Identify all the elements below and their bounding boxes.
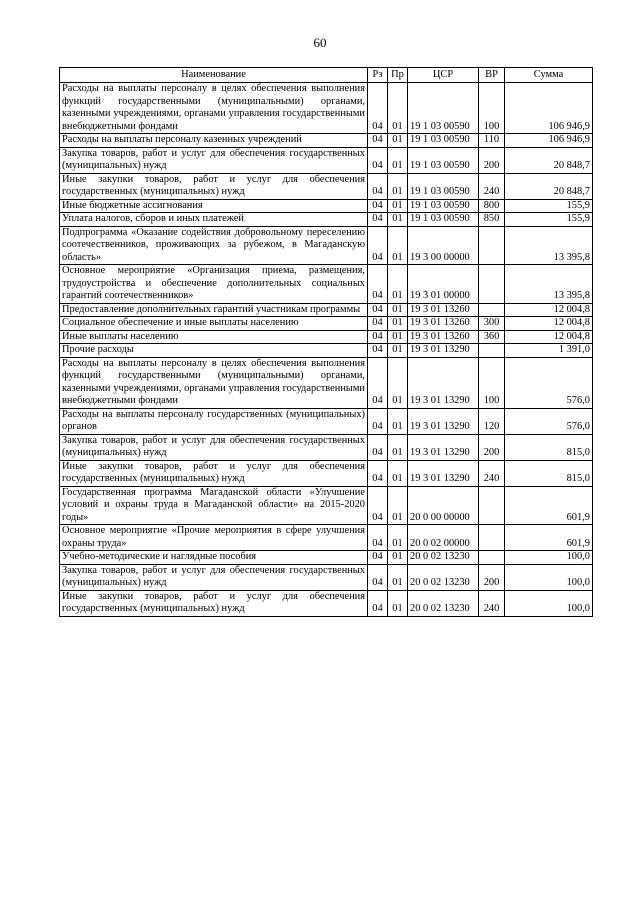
- row-vr-cell: [479, 551, 505, 565]
- row-sum-cell: 106 946,9: [505, 83, 593, 134]
- row-sum-cell: 576,0: [505, 357, 593, 408]
- row-vr-cell: 100: [479, 83, 505, 134]
- row-pr-cell: 01: [388, 199, 408, 213]
- row-rz-cell: 04: [368, 460, 388, 486]
- row-rz-cell: 04: [368, 434, 388, 460]
- table-row: [60, 134, 593, 148]
- row-sum-cell: 100,0: [505, 564, 593, 590]
- row-vr-cell: 850: [479, 213, 505, 227]
- row-vr-cell: 240: [479, 460, 505, 486]
- row-sum-cell: 13 395,8: [505, 226, 593, 265]
- row-pr-cell: 01: [388, 408, 408, 434]
- row-name-cell: Предоставление дополнительных гарантий участникам программы: [60, 303, 368, 317]
- header-sum: Сумма: [505, 68, 593, 83]
- table-row: [60, 460, 593, 486]
- row-pr-cell: 01: [388, 134, 408, 148]
- table-row: [60, 408, 593, 434]
- header-pr: Пр: [388, 68, 408, 83]
- header-vr: ВР: [479, 68, 505, 83]
- row-rz-cell: 04: [368, 317, 388, 331]
- row-csr-cell: 19 1 03 00590: [408, 134, 479, 148]
- row-csr-cell: 19 3 01 13290: [408, 408, 479, 434]
- row-pr-cell: 01: [388, 173, 408, 199]
- row-csr-cell: 19 1 03 00590: [408, 83, 479, 134]
- row-csr-cell: 20 0 00 00000: [408, 486, 479, 525]
- table-row: [60, 226, 593, 265]
- table-row: [60, 147, 593, 173]
- row-csr-cell: 19 1 03 00590: [408, 147, 479, 173]
- row-csr-cell: 19 3 01 13260: [408, 303, 479, 317]
- row-sum-cell: 1 391,0: [505, 344, 593, 358]
- row-sum-cell: 100,0: [505, 551, 593, 565]
- table-row: [60, 486, 593, 525]
- row-csr-cell: 19 3 01 00000: [408, 265, 479, 304]
- table-row: [60, 434, 593, 460]
- row-csr-cell: 19 1 03 00590: [408, 213, 479, 227]
- row-pr-cell: 01: [388, 357, 408, 408]
- row-rz-cell: 04: [368, 303, 388, 317]
- row-csr-cell: 20 0 02 13230: [408, 551, 479, 565]
- row-name-cell: Социальное обеспечение и иные выплаты населению: [60, 317, 368, 331]
- row-sum-cell: 601,9: [505, 486, 593, 525]
- row-pr-cell: 01: [388, 344, 408, 358]
- row-rz-cell: 04: [368, 486, 388, 525]
- header-name: Наименование: [60, 68, 368, 83]
- row-sum-cell: 815,0: [505, 434, 593, 460]
- row-pr-cell: 01: [388, 564, 408, 590]
- row-rz-cell: 04: [368, 551, 388, 565]
- row-csr-cell: 19 3 01 13290: [408, 434, 479, 460]
- row-vr-cell: 200: [479, 564, 505, 590]
- row-pr-cell: 01: [388, 83, 408, 134]
- table-row: [60, 590, 593, 616]
- row-rz-cell: 04: [368, 199, 388, 213]
- row-pr-cell: 01: [388, 147, 408, 173]
- row-rz-cell: 04: [368, 330, 388, 344]
- table-row: [60, 551, 593, 565]
- row-sum-cell: 12 004,8: [505, 317, 593, 331]
- row-csr-cell: 20 0 02 00000: [408, 525, 479, 551]
- row-sum-cell: 601,9: [505, 525, 593, 551]
- row-vr-cell: 100: [479, 357, 505, 408]
- row-name-cell: Прочие расходы: [60, 344, 368, 358]
- row-pr-cell: 01: [388, 434, 408, 460]
- row-pr-cell: 01: [388, 226, 408, 265]
- row-csr-cell: 20 0 02 13230: [408, 590, 479, 616]
- table-row: [60, 564, 593, 590]
- row-sum-cell: 20 848,7: [505, 147, 593, 173]
- row-vr-cell: 120: [479, 408, 505, 434]
- row-rz-cell: 04: [368, 525, 388, 551]
- row-name-cell: Иные закупки товаров, работ и услуг для обеспечения государственных (муниципальных) нужд: [60, 590, 368, 616]
- row-vr-cell: [479, 486, 505, 525]
- row-sum-cell: 106 946,9: [505, 134, 593, 148]
- row-csr-cell: 20 0 02 13230: [408, 564, 479, 590]
- table-row: [60, 317, 593, 331]
- table-row: [60, 330, 593, 344]
- header-rz: Рз: [368, 68, 388, 83]
- table-row: [60, 173, 593, 199]
- row-pr-cell: 01: [388, 317, 408, 331]
- row-sum-cell: 155,9: [505, 199, 593, 213]
- page-number: 60: [313, 35, 327, 50]
- row-sum-cell: 155,9: [505, 213, 593, 227]
- row-vr-cell: 200: [479, 434, 505, 460]
- table-row: [60, 83, 593, 134]
- row-vr-cell: [479, 303, 505, 317]
- row-csr-cell: 19 3 01 13290: [408, 357, 479, 408]
- row-csr-cell: 19 1 03 00590: [408, 173, 479, 199]
- row-name-cell: Учебно-методические и наглядные пособия: [60, 551, 368, 565]
- row-vr-cell: 800: [479, 199, 505, 213]
- table-row: [60, 525, 593, 551]
- row-name-cell: Основное мероприятие «Прочие мероприятия в сфере улучшения охраны труда»: [60, 525, 368, 551]
- table-row: [60, 357, 593, 408]
- row-name-cell: Государственная программа Магаданской области «Улучшение условий и охраны труда в Магаданской области» на 2015-2020 годы»: [60, 486, 368, 525]
- row-name-cell: Закупка товаров, работ и услуг для обеспечения государственных (муниципальных) нужд: [60, 564, 368, 590]
- budget-table: [59, 67, 593, 617]
- row-vr-cell: 360: [479, 330, 505, 344]
- row-pr-cell: 01: [388, 213, 408, 227]
- row-name-cell: Основное мероприятие «Организация приема, размещения, трудоустройства и обеспечение дополнительных социальных гарантий соотечественников»: [60, 265, 368, 304]
- table-row: [60, 199, 593, 213]
- row-rz-cell: 04: [368, 344, 388, 358]
- row-rz-cell: 04: [368, 590, 388, 616]
- row-vr-cell: 240: [479, 173, 505, 199]
- row-vr-cell: 240: [479, 590, 505, 616]
- row-name-cell: Закупка товаров, работ и услуг для обеспечения государственных (муниципальных) нужд: [60, 434, 368, 460]
- row-rz-cell: 04: [368, 408, 388, 434]
- row-name-cell: Иные закупки товаров, работ и услуг для обеспечения государственных (муниципальных) нужд: [60, 460, 368, 486]
- row-pr-cell: 01: [388, 330, 408, 344]
- row-csr-cell: 19 3 00 00000: [408, 226, 479, 265]
- row-sum-cell: 12 004,8: [505, 330, 593, 344]
- row-name-cell: Расходы на выплаты персоналу в целях обеспечения выполнения функций государственными (муниципальными) органами, казенными учреждениями, органами управления государственными внебюджетными фондами: [60, 83, 368, 134]
- row-pr-cell: 01: [388, 551, 408, 565]
- row-sum-cell: 576,0: [505, 408, 593, 434]
- row-name-cell: Иные бюджетные ассигнования: [60, 199, 368, 213]
- row-sum-cell: 815,0: [505, 460, 593, 486]
- row-sum-cell: 100,0: [505, 590, 593, 616]
- row-sum-cell: 12 004,8: [505, 303, 593, 317]
- table-row: [60, 344, 593, 358]
- row-rz-cell: 04: [368, 265, 388, 304]
- row-name-cell: Иные закупки товаров, работ и услуг для обеспечения государственных (муниципальных) нужд: [60, 173, 368, 199]
- row-vr-cell: 110: [479, 134, 505, 148]
- row-rz-cell: 04: [368, 213, 388, 227]
- table-header-row: [60, 68, 593, 83]
- row-csr-cell: 19 1 03 00590: [408, 199, 479, 213]
- row-rz-cell: 04: [368, 226, 388, 265]
- row-pr-cell: 01: [388, 303, 408, 317]
- row-name-cell: Расходы на выплаты персоналу государственных (муниципальных) органов: [60, 408, 368, 434]
- row-pr-cell: 01: [388, 265, 408, 304]
- row-name-cell: Уплата налогов, сборов и иных платежей: [60, 213, 368, 227]
- table-row: [60, 213, 593, 227]
- row-rz-cell: 04: [368, 564, 388, 590]
- header-csr: ЦСР: [408, 68, 479, 83]
- row-name-cell: Расходы на выплаты персоналу в целях обеспечения выполнения функций государственными (муниципальными) органами, казенными учреждениями, органами управления государственными внебюджетными фондами: [60, 357, 368, 408]
- row-csr-cell: 19 3 01 13290: [408, 460, 479, 486]
- row-name-cell: Закупка товаров, работ и услуг для обеспечения государственных (муниципальных) нужд: [60, 147, 368, 173]
- row-rz-cell: 04: [368, 173, 388, 199]
- row-vr-cell: 200: [479, 147, 505, 173]
- row-csr-cell: 19 3 01 13260: [408, 317, 479, 331]
- row-name-cell: Расходы на выплаты персоналу казенных учреждений: [60, 134, 368, 148]
- row-name-cell: Иные выплаты населению: [60, 330, 368, 344]
- row-pr-cell: 01: [388, 525, 408, 551]
- table-row: [60, 303, 593, 317]
- row-vr-cell: [479, 344, 505, 358]
- row-csr-cell: 19 3 01 13260: [408, 330, 479, 344]
- row-vr-cell: [479, 226, 505, 265]
- row-rz-cell: 04: [368, 134, 388, 148]
- row-vr-cell: [479, 525, 505, 551]
- row-csr-cell: 19 3 01 13290: [408, 344, 479, 358]
- table-row: [60, 265, 593, 304]
- row-name-cell: Подпрограмма «Оказание содействия добровольному переселению соотечественников, проживающих за рубежом, в Магаданскую область»: [60, 226, 368, 265]
- row-vr-cell: [479, 265, 505, 304]
- row-pr-cell: 01: [388, 486, 408, 525]
- row-vr-cell: 300: [479, 317, 505, 331]
- row-sum-cell: 20 848,7: [505, 173, 593, 199]
- row-rz-cell: 04: [368, 83, 388, 134]
- row-pr-cell: 01: [388, 460, 408, 486]
- row-pr-cell: 01: [388, 590, 408, 616]
- row-rz-cell: 04: [368, 147, 388, 173]
- row-rz-cell: 04: [368, 357, 388, 408]
- row-sum-cell: 13 395,8: [505, 265, 593, 304]
